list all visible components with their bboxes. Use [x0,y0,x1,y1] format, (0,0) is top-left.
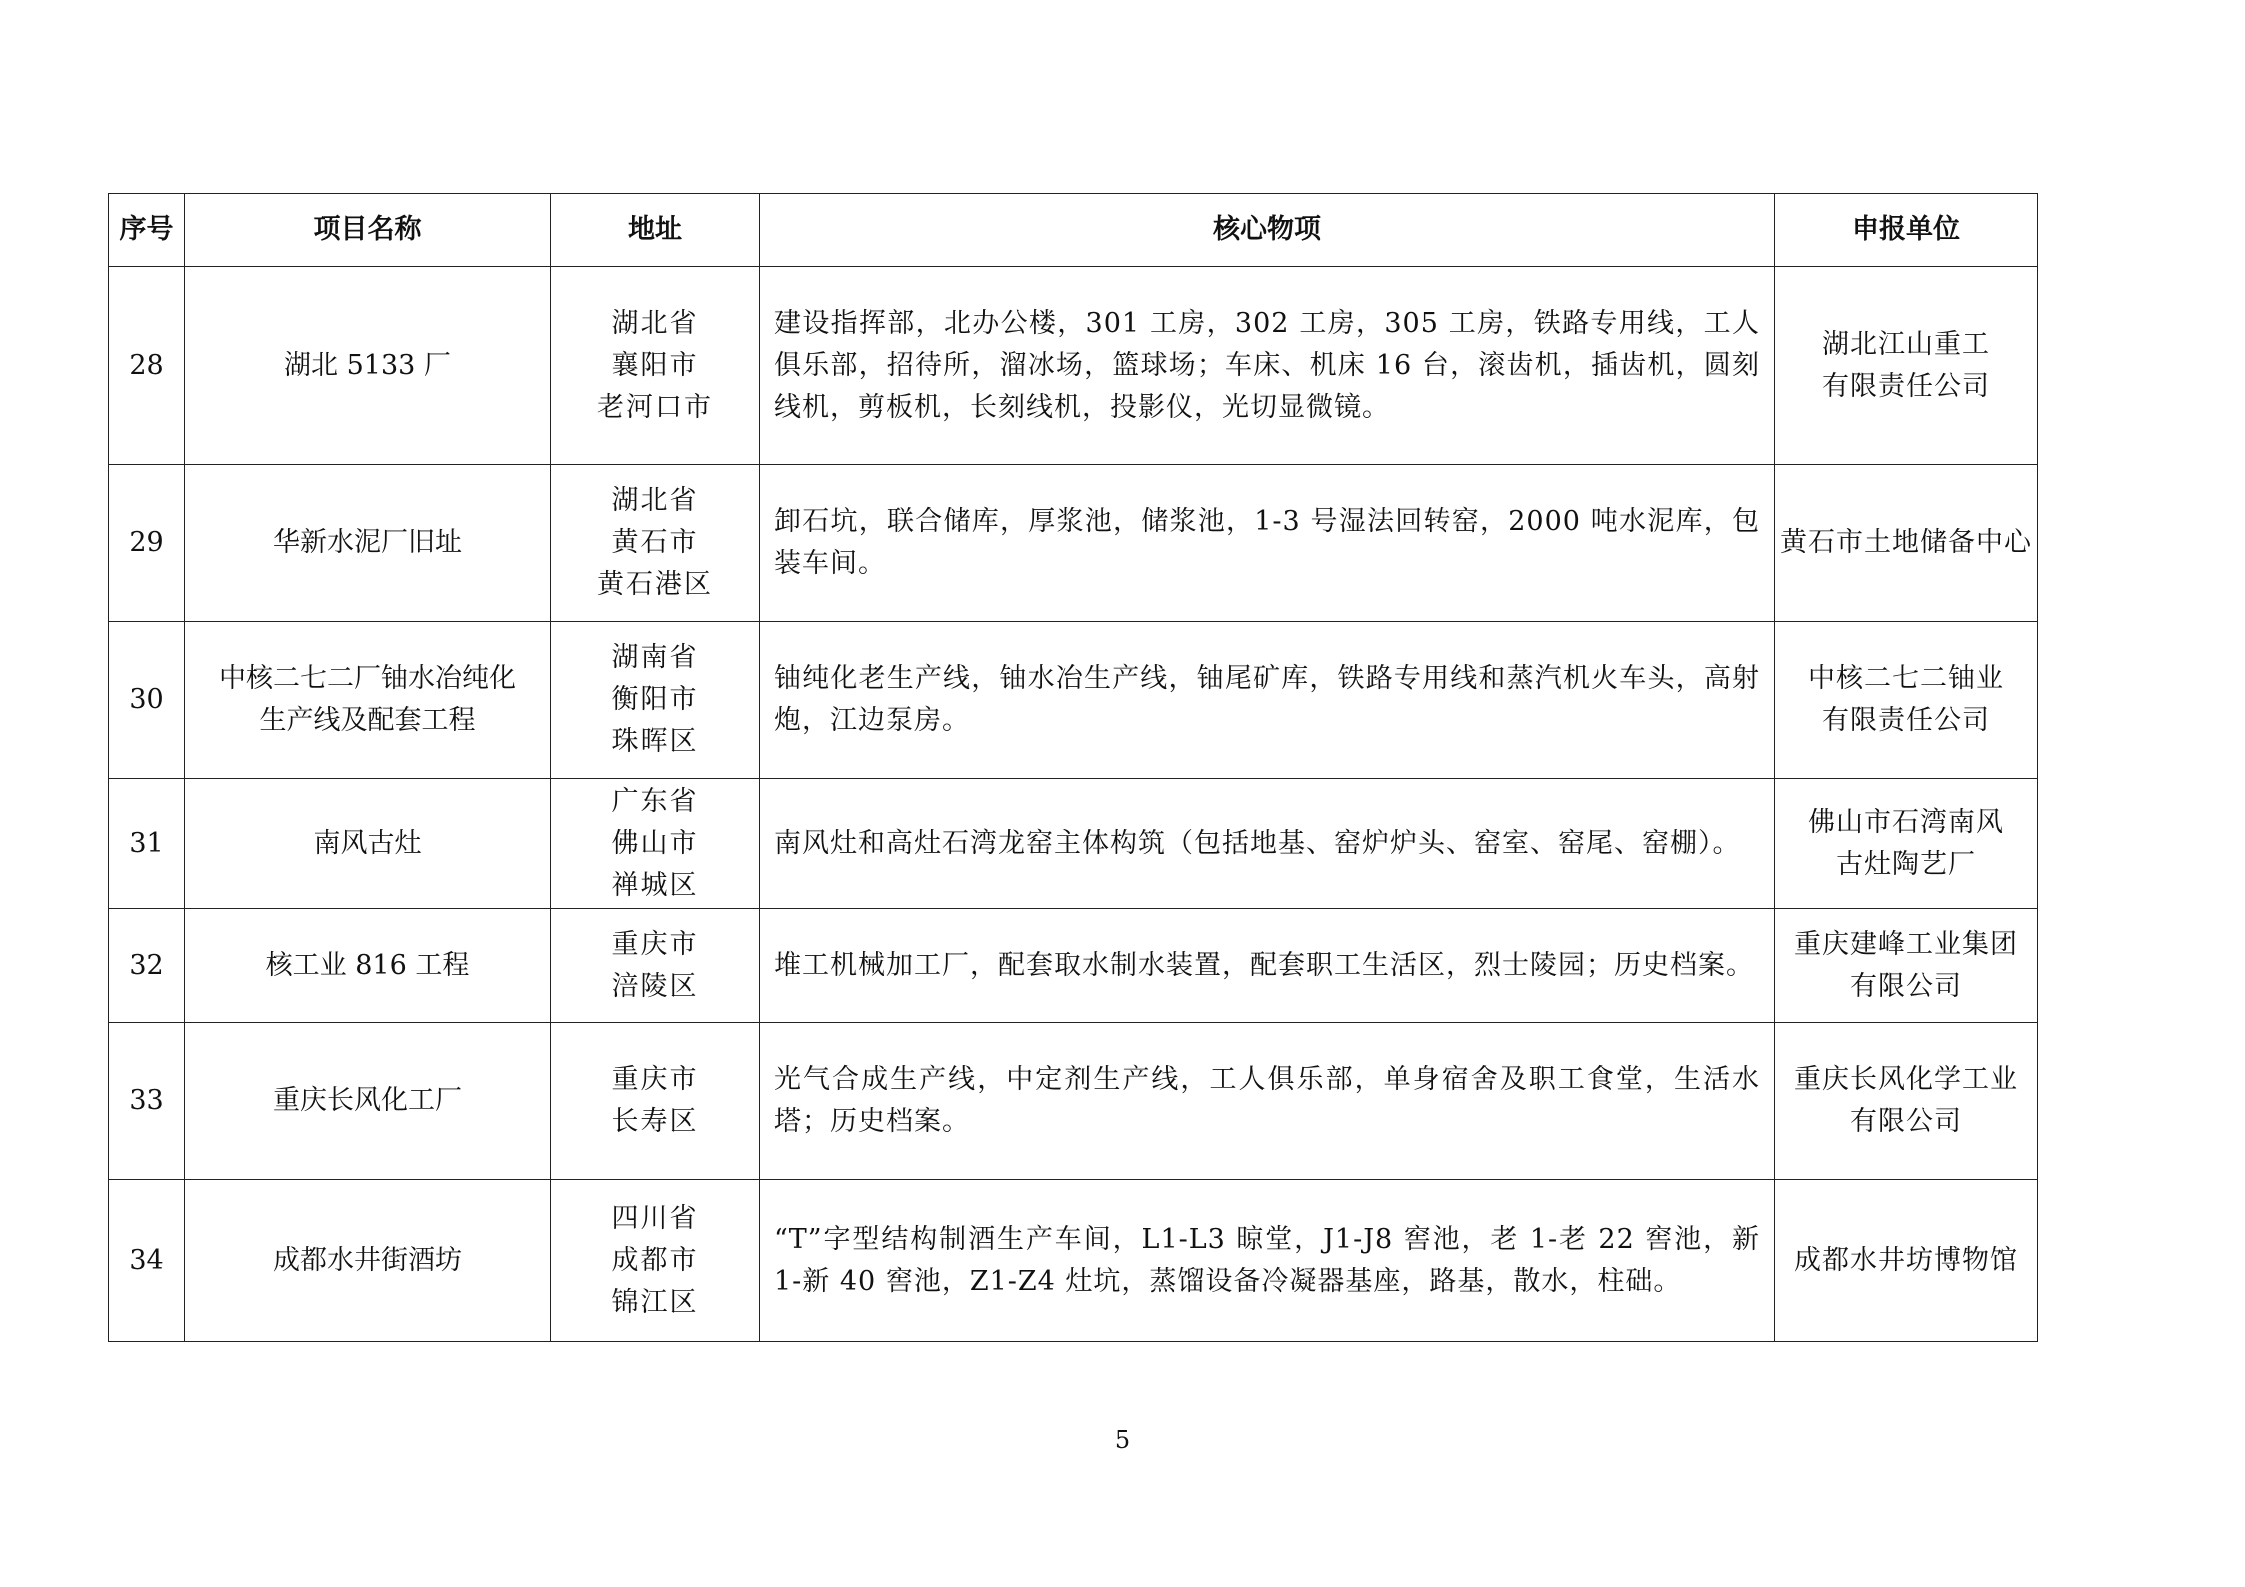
address-line: 广东省 [611,785,699,817]
project-name-line: 重庆长风化工厂 [273,1085,462,1116]
address-line: 黄石市 [611,527,699,558]
row-number: 28 [109,267,185,465]
address-line: 衡阳市 [611,684,699,715]
project-name-line: 中核二七二厂铀水冶纯化 [219,663,516,694]
header-applicant-unit: 申报单位 [1775,194,2038,267]
unit-line: 有限责任公司 [1822,705,1990,736]
unit-line: 重庆建峰工业集团 [1794,928,2018,960]
address [551,909,760,1023]
address [551,779,760,909]
project-name-line: 生产线及配套工程 [259,705,476,736]
address-line: 湖北省 [611,485,699,516]
address-line: 佛山市 [611,827,699,859]
address-line: 湖南省 [611,642,699,673]
address-line: 重庆市 [611,1064,699,1095]
address [551,1180,760,1342]
table-row [109,1023,2038,1180]
table-row [109,267,2038,465]
project-name [185,909,551,1023]
row-number: 31 [109,779,185,909]
row-number: 32 [109,909,185,1023]
applicant-unit [1775,465,2038,622]
project-name-line: 成都水井街酒坊 [273,1244,462,1276]
project-name [185,1180,551,1342]
row-number: 30 [109,622,185,779]
header-core-items: 核心物项 [760,194,1775,267]
table-row [109,1180,2038,1342]
applicant-unit [1775,779,2038,909]
project-name [185,779,551,909]
address-line: 成都市 [611,1244,699,1276]
unit-line: 黄石市土地储备中心 [1780,527,2032,558]
project-name [185,622,551,779]
core-items: 铀纯化老生产线，铀水冶生产线，铀尾矿库，铁路专用线和蒸汽机火车头，高射炮，江边泵房。 [760,622,1775,779]
address-line: 涪陵区 [611,970,699,1002]
address-line: 长寿区 [611,1106,699,1137]
address-line: 四川省 [611,1202,699,1234]
project-name [185,267,551,465]
address [551,622,760,779]
header-number: 序号 [109,194,185,267]
address-line: 重庆市 [611,928,699,960]
applicant-unit [1775,622,2038,779]
address-line: 黄石港区 [597,569,713,600]
address-line: 湖北省 [611,307,699,339]
row-number: 29 [109,465,185,622]
table-row [109,779,2038,909]
applicant-unit [1775,1023,2038,1180]
table-header-row [109,194,2038,267]
project-name-line: 核工业 816 工程 [265,949,470,981]
core-items: 卸石坑，联合储库，厚浆池，储浆池，1-3 号湿法回转窑，2000 吨水泥库，包装车间。 [760,465,1775,622]
project-name [185,1023,551,1180]
core-items: 南风灶和高灶石湾龙窑主体构筑（包括地基、窑炉炉头、窑室、窑尾、窑棚）。 [760,779,1775,909]
header-project-name: 项目名称 [185,194,551,267]
table-row [109,465,2038,622]
unit-line: 湖北江山重工 [1822,328,1990,360]
unit-line: 佛山市石湾南风 [1808,806,2004,838]
applicant-unit [1775,909,2038,1023]
address-line: 锦江区 [611,1286,699,1318]
address-line: 珠晖区 [611,726,699,757]
applicant-unit [1775,1180,2038,1342]
table-row [109,622,2038,779]
address-line: 禅城区 [611,869,699,901]
address [551,1023,760,1180]
core-items: “T”字型结构制酒生产车间，L1-L3 晾堂，J1-J8 窖池，老 1-老 22 窖池，新 1-新 40 窖池，Z1-Z4 灶坑，蒸馏设备冷凝器基座，路基，散水，柱础。 [760,1180,1775,1342]
project-name-line: 湖北 5133 厂 [284,349,451,381]
row-number: 33 [109,1023,185,1180]
unit-line: 有限责任公司 [1822,370,1990,402]
heritage-project-table [108,193,2038,1342]
core-items: 建设指挥部，北办公楼，301 工房，302 工房，305 工房，铁路专用线，工人俱乐部，招待所，溜冰场，篮球场；车床、机床 16 台，滚齿机，插齿机，圆刻线机，剪板机，长刻线机，投影仪，光切显微镜。 [760,267,1775,465]
row-number: 34 [109,1180,185,1342]
unit-line: 有限公司 [1850,1106,1962,1137]
unit-line: 有限公司 [1850,970,1962,1002]
project-name-line: 华新水泥厂旧址 [273,527,462,558]
unit-line: 重庆长风化学工业 [1794,1064,2018,1095]
core-items: 堆工机械加工厂，配套取水制水装置，配套职工生活区，烈士陵园；历史档案。 [760,909,1775,1023]
unit-line: 中核二七二铀业 [1808,663,2004,694]
table-row [109,909,2038,1023]
address [551,465,760,622]
address-line: 襄阳市 [611,349,699,381]
core-items: 光气合成生产线，中定剂生产线，工人俱乐部，单身宿舍及职工食堂，生活水塔；历史档案。 [760,1023,1775,1180]
unit-line: 古灶陶艺厂 [1836,848,1976,880]
page-number: 5 [1114,1426,1131,1454]
address-line: 老河口市 [597,391,713,423]
unit-line: 成都水井坊博物馆 [1794,1244,2018,1276]
header-address: 地址 [551,194,760,267]
project-name-line: 南风古灶 [313,827,422,859]
project-name [185,465,551,622]
address [551,267,760,465]
applicant-unit [1775,267,2038,465]
